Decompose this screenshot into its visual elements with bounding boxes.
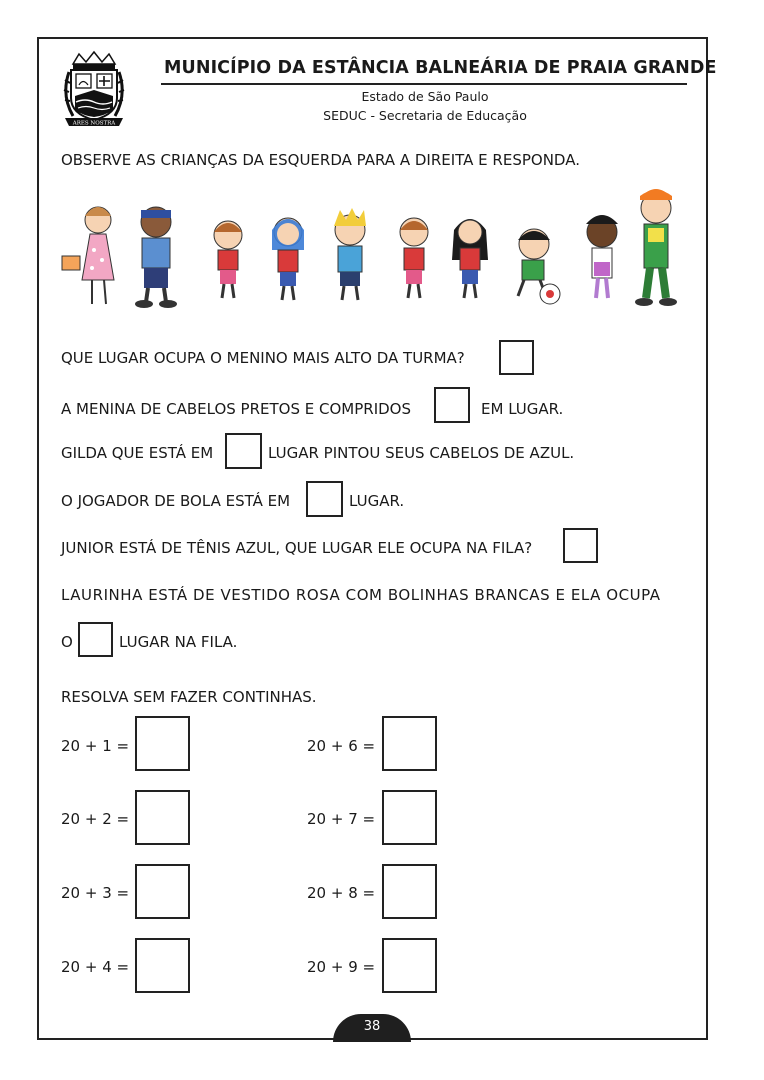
sum-20-plus-6-answer-box[interactable] — [382, 716, 437, 771]
child-6-girl-red-top — [400, 218, 428, 298]
question-1-answer-box[interactable] — [499, 340, 534, 375]
child-9-girl-purple — [586, 215, 618, 298]
child-1-girl-pink-dress — [62, 207, 114, 304]
department-name: SEDUC - Secretaria de Educação — [323, 108, 527, 123]
page-number: 38 — [363, 1019, 381, 1034]
question-4-text-after: LUGAR. — [349, 492, 405, 510]
sum-20-plus-7-answer-box[interactable] — [382, 790, 437, 845]
child-3-girl-red-top — [214, 221, 242, 298]
question-6-text-after: LUGAR NA FILA. — [119, 633, 238, 651]
sum-20-plus-8: 20 + 8 = — [307, 884, 376, 902]
child-10-tall-boy-orange-cap — [635, 189, 677, 306]
state-name: Estado de São Paulo — [361, 89, 489, 104]
question-4-answer-box[interactable] — [306, 481, 343, 517]
crest-motto: ARES NOSTRA — [72, 120, 116, 127]
children-lineup-illustration — [56, 180, 692, 312]
child-4-girl-blue-hair — [272, 218, 304, 300]
sum-20-plus-6: 20 + 6 = — [307, 737, 376, 755]
question-5-text: JUNIOR ESTÁ DE TÊNIS AZUL, QUE LUGAR ELE OCUPA NA FILA? — [61, 539, 533, 557]
question-3-answer-box[interactable] — [225, 433, 262, 469]
question-3-text: GILDA QUE ESTÁ EM — [61, 444, 214, 462]
sum-20-plus-9-answer-box[interactable] — [382, 938, 437, 993]
question-4-text: O JOGADOR DE BOLA ESTÁ EM — [61, 492, 291, 510]
question-2-text: A MENINA DE CABELOS PRETOS E COMPRIDOS — [61, 400, 412, 418]
child-2-boy-tank-top — [135, 207, 177, 308]
question-5-answer-box[interactable] — [563, 528, 598, 563]
question-6-answer-box[interactable] — [78, 622, 113, 657]
question-2-answer-box[interactable] — [434, 387, 470, 423]
header-rule — [161, 83, 687, 85]
child-5-boy-blonde — [334, 208, 366, 300]
municipal-crest-icon — [59, 50, 129, 130]
question-6-text-prefix: O — [61, 633, 73, 651]
sum-20-plus-1-answer-box[interactable] — [135, 716, 190, 771]
sum-20-plus-4: 20 + 4 = — [61, 958, 130, 976]
municipality-title: MUNICÍPIO DA ESTÂNCIA BALNEÁRIA DE PRAIA GRANDE — [164, 58, 717, 78]
question-1-text: QUE LUGAR OCUPA O MENINO MAIS ALTO DA TURMA? — [61, 349, 465, 367]
question-6-text-line1: LAURINHA ESTÁ DE VESTIDO ROSA COM BOLINHAS BRANCAS E ELA OCUPA — [61, 586, 661, 604]
sum-20-plus-7: 20 + 7 = — [307, 810, 376, 828]
sum-20-plus-3: 20 + 3 = — [61, 884, 130, 902]
instruction-text: OBSERVE AS CRIANÇAS DA ESQUERDA PARA A DIREITA E RESPONDA. — [61, 151, 580, 169]
sum-20-plus-2: 20 + 2 = — [61, 810, 130, 828]
question-3-text-after: LUGAR PINTOU SEUS CABELOS DE AZUL. — [268, 444, 575, 462]
section-2-title: RESOLVA SEM FAZER CONTINHAS. — [61, 688, 317, 706]
sum-20-plus-1: 20 + 1 = — [61, 737, 130, 755]
sum-20-plus-3-answer-box[interactable] — [135, 864, 190, 919]
child-7-girl-black-hair — [452, 219, 488, 298]
sum-20-plus-2-answer-box[interactable] — [135, 790, 190, 845]
sum-20-plus-4-answer-box[interactable] — [135, 938, 190, 993]
child-8-boy-soccer-ball — [518, 229, 560, 304]
question-2-text-after: EM LUGAR. — [481, 400, 564, 418]
sum-20-plus-9: 20 + 9 = — [307, 958, 376, 976]
sum-20-plus-8-answer-box[interactable] — [382, 864, 437, 919]
